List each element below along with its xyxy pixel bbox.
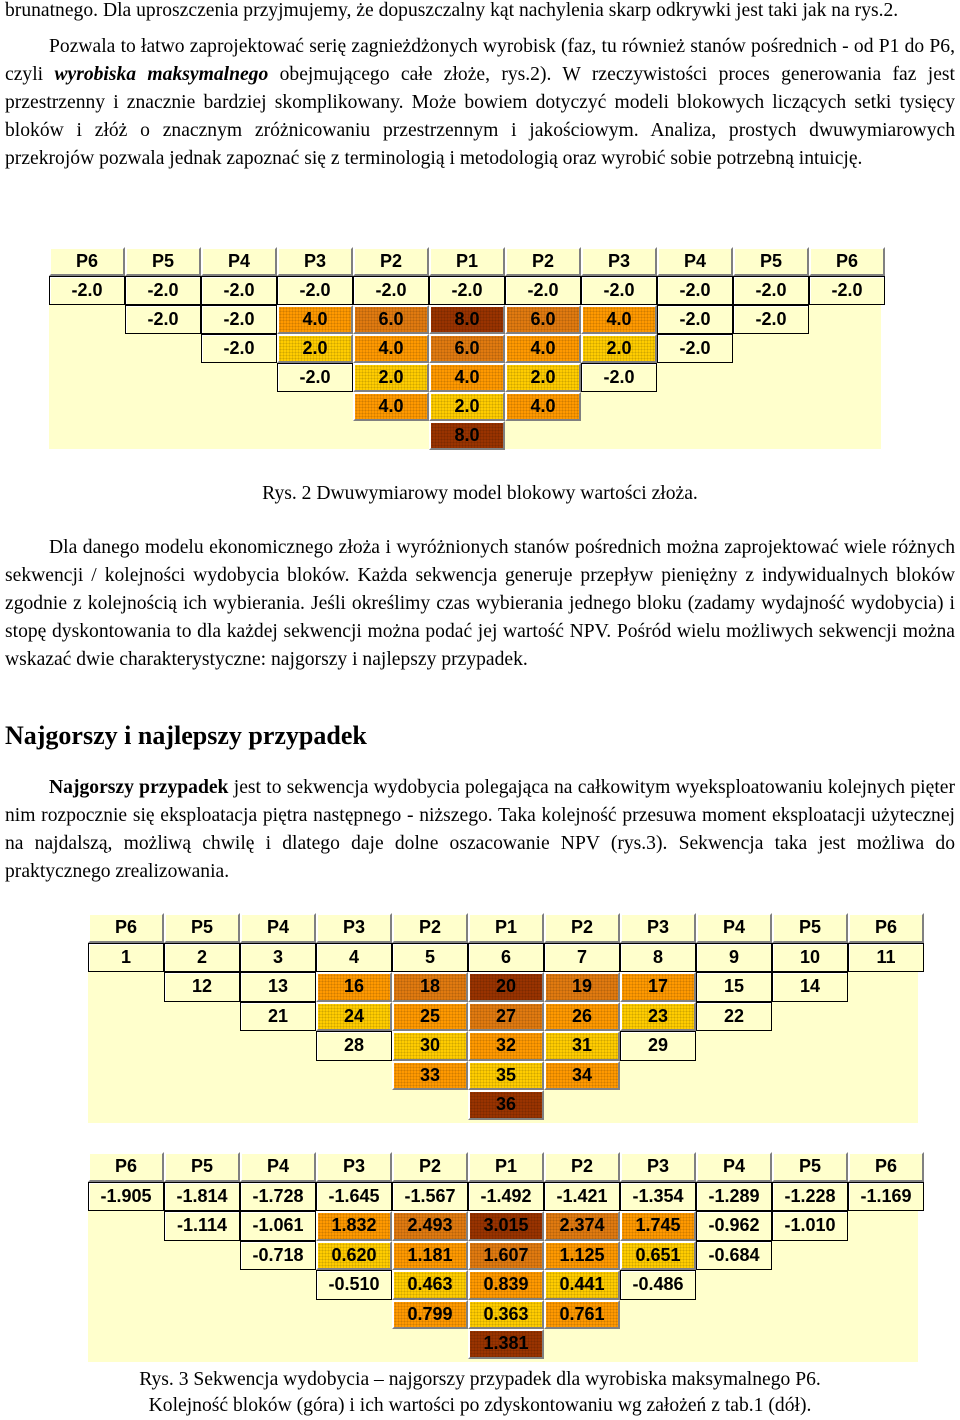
block-cell: 1.832 <box>316 1211 392 1241</box>
phase-header-p4: P4 <box>240 1152 316 1182</box>
block-cell: -1.905 <box>88 1182 164 1212</box>
block-cell: -2.0 <box>505 276 581 305</box>
block-cell: -1.354 <box>620 1182 696 1212</box>
block-cell: 4.0 <box>277 305 353 334</box>
block-cell: -2.0 <box>733 276 809 305</box>
phase-header-p3: P3 <box>277 247 353 276</box>
intro-paragraph-1: brunatnego. Dla uproszczenia przyjmujemy, że dopuszczalny kąt nachylenia skarp odkrywki jest taki jak na rys.2. <box>5 0 899 21</box>
block-cell: 19 <box>544 972 620 1002</box>
block-cell: 15 <box>696 972 772 1002</box>
block-cell: 0.839 <box>468 1270 544 1300</box>
block-cell: -2.0 <box>429 276 505 305</box>
block-cell: 32 <box>468 1031 544 1061</box>
paragraph-worst-case <box>5 774 955 886</box>
block-cell: -1.814 <box>164 1182 240 1212</box>
phase-header-p5: P5 <box>164 913 240 943</box>
block-cell: 18 <box>392 972 468 1002</box>
block-cell: 0.651 <box>620 1241 696 1271</box>
intro-p2-emphasis: wyrobiska maksymalnego <box>54 64 269 85</box>
worst-case-description: jest to sekwencja wydobycia polegająca na całkowitym wyeksploatowaniu kolejnych pięter nim rozpocznie się eksploatacja piętra następnego - niższego. Taka kolejność przesuwa moment eksploatacji użytecznej na najdalszą, możliwą chwilę i dlatego daje dolne oszacowanie NPV (rys.3). Sekwencja taka jest możliwa do praktycznego zrealizowania. <box>5 777 955 882</box>
block-cell: 0.463 <box>392 1270 468 1300</box>
block-cell: -2.0 <box>277 363 353 392</box>
block-cell: -1.169 <box>848 1182 924 1212</box>
block-cell: 14 <box>772 972 848 1002</box>
block-cell: 2 <box>164 943 240 973</box>
block-cell: 12 <box>164 972 240 1002</box>
block-cell: 29 <box>620 1031 696 1061</box>
block-cell: 21 <box>240 1002 316 1032</box>
block-cell: -1.567 <box>392 1182 468 1212</box>
block-cell: 2.493 <box>392 1211 468 1241</box>
block-cell: -2.0 <box>657 276 733 305</box>
phase-header-p1: P1 <box>468 913 544 943</box>
intro-p2-part-b: obejmującego całe złoże, rys.2). W rzeczywistości proces generowania faz jest przestrzenny i znacznie bardziej skomplikowany. Może bowiem dotyczyć modeli blokowych liczących setki tysięcy bloków i złóż o znacznym zróżnicowaniu przestrzennym i jakościowym. Analiza, prostych dwuwymiarowych przekrojów pozwala jednak zapoznać się z terminologią i metodologią oraz wyrobić sobie potrzebną intuicję. <box>5 64 955 169</box>
phase-header-p5: P5 <box>772 913 848 943</box>
block-cell: 30 <box>392 1031 468 1061</box>
block-cell: -2.0 <box>277 276 353 305</box>
block-cell: 2.0 <box>581 334 657 363</box>
block-cell: 7 <box>544 943 620 973</box>
figure-3-caption-line-2: Kolejność bloków (góra) i ich wartości po zdyskontowaniu wg założeń z tab.1 (dół). <box>148 1395 812 1416</box>
block-cell: -2.0 <box>809 276 885 305</box>
block-cell: -1.492 <box>468 1182 544 1212</box>
block-cell: -1.114 <box>164 1211 240 1241</box>
block-cell: 9 <box>696 943 772 973</box>
figure-3-caption-line-1: Rys. 3 Sekwencja wydobycia – najgorszy przypadek dla wyrobiska maksymalnego P6. <box>139 1369 821 1390</box>
block-cell: 0.441 <box>544 1270 620 1300</box>
phase-header-p4: P4 <box>696 913 772 943</box>
block-cell: -2.0 <box>201 305 277 334</box>
block-cell: -2.0 <box>49 276 125 305</box>
block-cell: 0.761 <box>544 1300 620 1330</box>
phase-header-p2: P2 <box>544 1152 620 1182</box>
block-cell: 8.0 <box>429 421 505 450</box>
block-cell: 34 <box>544 1061 620 1091</box>
phase-header-p2: P2 <box>392 1152 468 1182</box>
phase-header-p4: P4 <box>240 913 316 943</box>
block-cell: 8 <box>620 943 696 973</box>
block-cell: 28 <box>316 1031 392 1061</box>
block-cell: 23 <box>620 1002 696 1032</box>
phase-header-p1: P1 <box>429 247 505 276</box>
block-cell: 24 <box>316 1002 392 1032</box>
block-cell: 4 <box>316 943 392 973</box>
block-cell: 16 <box>316 972 392 1002</box>
phase-header-p3: P3 <box>620 1152 696 1182</box>
phase-header-p5: P5 <box>733 247 809 276</box>
block-cell: 4.0 <box>353 334 429 363</box>
block-cell: 17 <box>620 972 696 1002</box>
block-cell: 11 <box>848 943 924 973</box>
phase-header-p6: P6 <box>88 1152 164 1182</box>
block-cell: 4.0 <box>353 392 429 421</box>
block-cell: -2.0 <box>201 276 277 305</box>
block-cell: 6 <box>468 943 544 973</box>
block-cell: -2.0 <box>125 305 201 334</box>
block-cell: 8.0 <box>429 305 505 334</box>
block-cell: -2.0 <box>581 276 657 305</box>
block-cell: -0.718 <box>240 1241 316 1271</box>
block-cell: 0.620 <box>316 1241 392 1271</box>
figure-2-caption: Rys. 2 Dwuwymiarowy model blokowy wartości złoża. <box>262 483 698 504</box>
block-cell: 2.0 <box>353 363 429 392</box>
phase-header-p3: P3 <box>316 1152 392 1182</box>
block-cell: 4.0 <box>429 363 505 392</box>
block-cell: -2.0 <box>201 334 277 363</box>
block-cell: 2.0 <box>277 334 353 363</box>
block-cell: 2.0 <box>505 363 581 392</box>
block-cell: 1.607 <box>468 1241 544 1271</box>
block-cell: 3 <box>240 943 316 973</box>
phase-header-p5: P5 <box>772 1152 848 1182</box>
block-cell: -2.0 <box>657 334 733 363</box>
block-cell: -0.510 <box>316 1270 392 1300</box>
block-cell: -0.486 <box>620 1270 696 1300</box>
block-cell: 1.381 <box>468 1329 544 1359</box>
phase-header-p2: P2 <box>505 247 581 276</box>
block-cell: 10 <box>772 943 848 973</box>
block-cell: -1.728 <box>240 1182 316 1212</box>
block-cell: 5 <box>392 943 468 973</box>
block-cell: 22 <box>696 1002 772 1032</box>
block-cell: -2.0 <box>581 363 657 392</box>
block-cell: -1.289 <box>696 1182 772 1212</box>
block-cell: 27 <box>468 1002 544 1032</box>
block-cell: 2.374 <box>544 1211 620 1241</box>
block-cell: -1.010 <box>772 1211 848 1241</box>
phase-header-p2: P2 <box>544 913 620 943</box>
block-cell: 6.0 <box>429 334 505 363</box>
block-cell: 13 <box>240 972 316 1002</box>
phase-header-p2: P2 <box>392 913 468 943</box>
phase-header-p6: P6 <box>848 913 924 943</box>
block-cell: 4.0 <box>505 392 581 421</box>
block-cell: -1.421 <box>544 1182 620 1212</box>
section-heading: Najgorszy i najlepszy przypadek <box>5 721 367 750</box>
phase-header-p4: P4 <box>657 247 733 276</box>
phase-header-p5: P5 <box>125 247 201 276</box>
phase-header-p1: P1 <box>468 1152 544 1182</box>
worst-case-term: Najgorszy przypadek <box>49 777 229 798</box>
block-cell: 4.0 <box>581 305 657 334</box>
phase-header-p6: P6 <box>49 247 125 276</box>
phase-header-p3: P3 <box>316 913 392 943</box>
block-cell: 6.0 <box>505 305 581 334</box>
block-cell: -2.0 <box>125 276 201 305</box>
block-cell: 25 <box>392 1002 468 1032</box>
phase-header-p4: P4 <box>201 247 277 276</box>
block-cell: 1.125 <box>544 1241 620 1271</box>
block-cell: -2.0 <box>657 305 733 334</box>
block-cell: 1.181 <box>392 1241 468 1271</box>
block-cell: 0.363 <box>468 1300 544 1330</box>
phase-header-p6: P6 <box>809 247 885 276</box>
block-cell: 3.015 <box>468 1211 544 1241</box>
intro-text <box>5 0 955 173</box>
block-cell: 4.0 <box>505 334 581 363</box>
intro-p2-part-a: Pozwala to łatwo zaprojektować serię zagnieżdżonych wyrobisk (faz, tu również stanów pośrednich - od P1 do P6, czyli <box>5 36 955 85</box>
block-cell: 6.0 <box>353 305 429 334</box>
block-cell: -0.684 <box>696 1241 772 1271</box>
phase-header-p6: P6 <box>88 913 164 943</box>
block-cell: -1.645 <box>316 1182 392 1212</box>
block-cell: 31 <box>544 1031 620 1061</box>
block-cell: 1.745 <box>620 1211 696 1241</box>
block-cell: 33 <box>392 1061 468 1091</box>
phase-header-p6: P6 <box>848 1152 924 1182</box>
block-cell: 35 <box>468 1061 544 1091</box>
block-cell: 1 <box>88 943 164 973</box>
phase-header-p3: P3 <box>581 247 657 276</box>
block-cell: 2.0 <box>429 392 505 421</box>
phase-header-p3: P3 <box>620 913 696 943</box>
block-cell: 36 <box>468 1090 544 1120</box>
block-cell: -1.061 <box>240 1211 316 1241</box>
intro-paragraph-2 <box>5 33 955 173</box>
block-cell: 26 <box>544 1002 620 1032</box>
paragraph-sequences: Dla danego modelu ekonomicznego złoża i wyróżnionych stanów pośrednich można zaprojektować wiele różnych sekwencji / kolejności wydobycia bloków. Każda sekwencja generuje przepływ pieniężny z indywidualnych bloków zgodnie z kolejnością ich wybierania. Jeśli określimy czas wybierania jednego bloku (zadamy wydajność wydobycia) i stopę dyskontowania to dla każdej sekwencji można podać jej wartość NPV. Pośród wielu możliwych sekwencji można wskazać dwie charakterystyczne: najgorszy i najlepszy przypadek. <box>5 537 955 670</box>
phase-header-p5: P5 <box>164 1152 240 1182</box>
block-cell: -0.962 <box>696 1211 772 1241</box>
phase-header-p2: P2 <box>353 247 429 276</box>
block-cell: 20 <box>468 972 544 1002</box>
phase-header-p4: P4 <box>696 1152 772 1182</box>
block-cell: -2.0 <box>353 276 429 305</box>
block-cell: -2.0 <box>733 305 809 334</box>
block-cell: -1.228 <box>772 1182 848 1212</box>
block-cell: 0.799 <box>392 1300 468 1330</box>
